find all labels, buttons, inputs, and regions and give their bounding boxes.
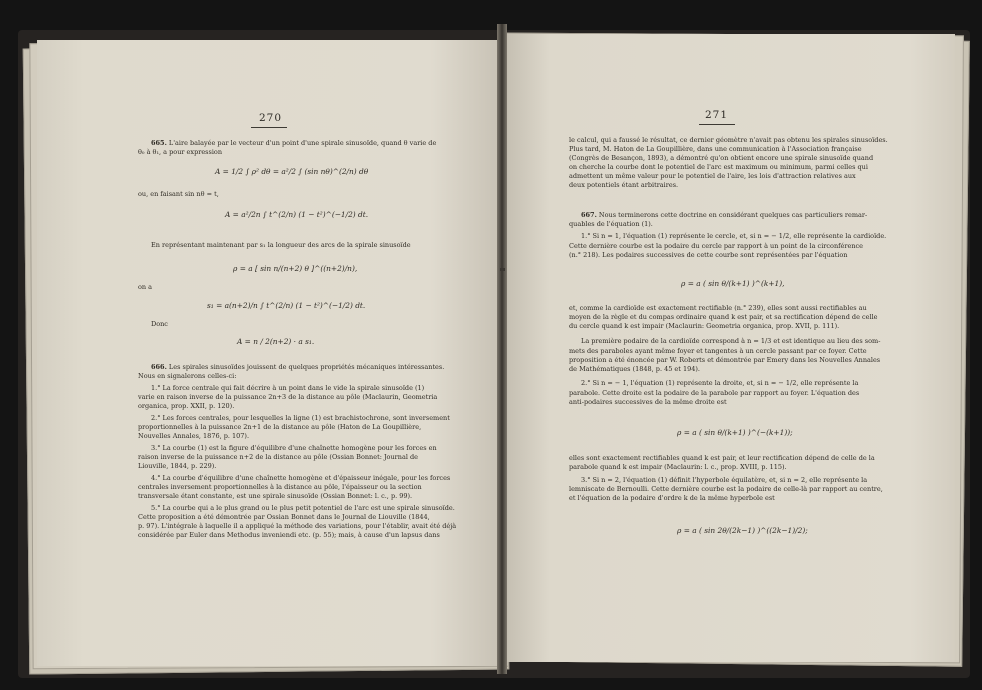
paragraph-line: La première podaire de la cardioïde correspond à n = 1/3 et est identique au lieu des som- [581,337,881,345]
paragraph-line: transversale étant constante, est une spirale sinusoïde (Ossian Bonnet: l. c., p. 99). [138,492,413,500]
formula: s₁ = a(n+2)/n ∫ t^(2/n) (1 − t²)^(−1/2) dt. [207,301,366,310]
paragraph-line: Nous en signalerons celles-ci: [138,372,237,380]
paragraph-line: organica, prop. XXII, p. 120). [138,402,235,410]
paragraph-line: et, comme la cardioïde est exactement rectifiable (n.° 239), elles sont aussi rectifiables au [569,304,867,312]
paragraph-line: deux potentiels étant arbitraires. [569,181,679,189]
paragraph-line: proportionnelles à la puissance 2n+1 de la distance au pôle (Haton de La Goupillière, [138,423,422,431]
paragraph-line: 1.° Si n = 1, l'équation (1) représente le cercle, et, si n = − 1/2, elle représente la cardioïde. [581,232,887,240]
paragraph-line: Cette proposition a été démontrée par Ossian Bonnet dans le Journal de Liouville (1844, [138,513,430,521]
paragraph-line: 667. Nous terminerons cette doctrine en considérant quelques cas particuliers remar- [581,211,868,219]
formula: A = a²/2n ∫ t^(2/n) (1 − t²)^(−1/2) dt. [225,210,369,219]
paragraph-line: admettent un même valeur pour le potentiel de l'aire, les lois d'attraction relatives aux [569,172,856,180]
paragraph-line: parabole quand k est impair (Maclaurin: l. c., prop. XVIII, p. 115). [569,463,787,471]
paragraph-line: proposition a été énoncée par W. Roberts et démontrée par Emery dans les Nouvelles Annales [569,356,881,364]
book-gutter [497,24,507,674]
header-rule [699,124,735,125]
formula: A = n / 2(n+2) · a s₁. [237,337,315,346]
paragraph-line: (n.° 218). Les podaires successives de cette courbe sont représentées par l'équation [569,251,848,259]
paragraph-line: ou, en faisant sin nθ = t, [138,190,219,198]
paragraph-line: 1.° La force centrale qui fait décrire à un point dans le vide la spirale sinusoïde (1) [151,384,425,392]
left-page [37,40,500,666]
paragraph-line: 666. Les spirales sinusoïdes jouissent de quelques propriétés mécaniques intéressantes. [151,363,445,371]
formula: A = 1/2 ∫ ρ² dθ = a²/2 ∫ (sin nθ)^(2/n) dθ [215,167,369,176]
formula: ρ = a ( sin 2θ/(2k−1) )^((2k−1)/2); [677,526,808,535]
paragraph-line: p. 97). L'intégrale à laquelle il a appliqué la méthode des variations, pour l'établir, avait été déjà [138,522,457,530]
paragraph-line: Nouvelles Annales, 1876, p. 107). [138,432,250,440]
paragraph-line: 2.° Si n = − 1, l'équation (1) représente la droite, et, si n = − 1/2, elle représente la [581,379,859,387]
paragraph-line: anti-podaires successives de la même droite est [569,398,727,406]
paragraph-line: raison inverse de la puissance n+2 de la distance au pôle (Ossian Bonnet: Journal de [138,453,418,461]
paragraph-line: elles sont exactement rectifiables quand k est pair, et leur rectification dépend de celle de la [569,454,875,462]
paragraph-line: θ₀ à θ₁, a pour expression [138,148,223,156]
paragraph-line: du cercle quand k est impair (Maclaurin: Geometria organica, prop. XVII, p. 111). [569,322,840,330]
formula: ρ = a [ sin n/(n+2) θ ]^((n+2)/n), [233,264,358,273]
gutter-mark [500,268,505,271]
page-number: 271 [705,109,729,121]
section-number: 667. [581,211,597,219]
paragraph-line: moyen de la règle et du compas ordinaire quand k est pair, et sa rectification dépend de celle [569,313,878,321]
paragraph-line: considérée par Euler dans Methodus inveniendi etc. (p. 55); mais, à cause d'un lapsus dans [138,531,440,539]
paragraph-line: parabole. Cette droite est la podaire de la parabole par rapport au foyer. L'équation des [569,389,860,397]
formula: ρ = a ( sin θ/(k+1) )^(k+1), [681,279,785,288]
paragraph-line: Liouville, 1844, p. 229). [138,462,217,470]
paragraph-line: Donc [151,320,168,328]
paragraph-line: et l'équation de la podaire d'ordre k de la même hyperbole est [569,494,775,502]
paragraph-line: centrales inversement proportionnelles à la distance au pôle, l'épaisseur ou la section [138,483,422,491]
page-number: 270 [259,112,283,124]
formula: ρ = a ( sin θ/(k+1) )^(−(k+1)); [677,428,793,437]
right-page [505,34,955,662]
paragraph-line: Cette dernière courbe est la podaire du cercle par rapport à un point de la circonférence [569,242,864,250]
paragraph-line: 2.° Les forces centrales, pour lesquelles la ligne (1) est brachistochrone, sont inversement [151,414,450,422]
paragraph-line: de Mathématiques (1848, p. 45 et 194). [569,365,700,373]
paragraph-line: le calcul, qui a faussé le résultat, ce dernier géomètre n'avait pas obtenu les spirales sinusoïdes. [569,136,888,144]
paragraph-line: lemniscate de Bernoulli. Cette dernière courbe est la podaire de celle-là par rapport au centre, [569,485,883,493]
paragraph-line: 3.° La courbe (1) est la figure d'équilibre d'une chaînette homogène pour les forces en [151,444,437,452]
paragraph-line: varie en raison inverse de la puissance 2n+3 de la distance au pôle (Maclaurin, Geometria [138,393,438,401]
header-rule [251,127,287,128]
paragraph-line: 665. L'aire balayée par le vecteur d'un point d'une spirale sinusoïde, quand θ varie de [151,139,437,147]
section-number: 665. [151,139,167,147]
paragraph-line: quables de l'équation (1). [569,220,653,228]
paragraph-line: 4.° La courbe d'équilibre d'une chaînette homogène et d'épaisseur inégale, pour les forces [151,474,451,482]
paragraph-line: 3.° Si n = 2, l'équation (1) définit l'hyperbole équilatère, et, si n = 2, elle représente la [581,476,868,484]
paragraph-line: (Congrès de Besançon, 1893), a démontré qu'on obtient encore une spirale sinusoïde quand [569,154,874,162]
paragraph-line: Plus tard, M. Haton de La Goupillière, dans une communication à l'Association française [569,145,862,153]
paragraph-line: 5.° La courbe qui a le plus grand ou le plus petit potentiel de l'arc est une spirale sinusoïde. [151,504,455,512]
paragraph-line: on cherche la courbe dont le potentiel de l'arc est maximum ou minimum, parmi celles qui [569,163,868,171]
paragraph-line: on a [138,283,153,291]
section-number: 666. [151,363,167,371]
paragraph-line: mets des paraboles ayant même foyer et tangentes à un cercle passant par ce foyer. Cette [569,347,867,355]
paragraph-line: En représentant maintenant par s₁ la longueur des arcs de la spirale sinusoïde [151,241,411,249]
